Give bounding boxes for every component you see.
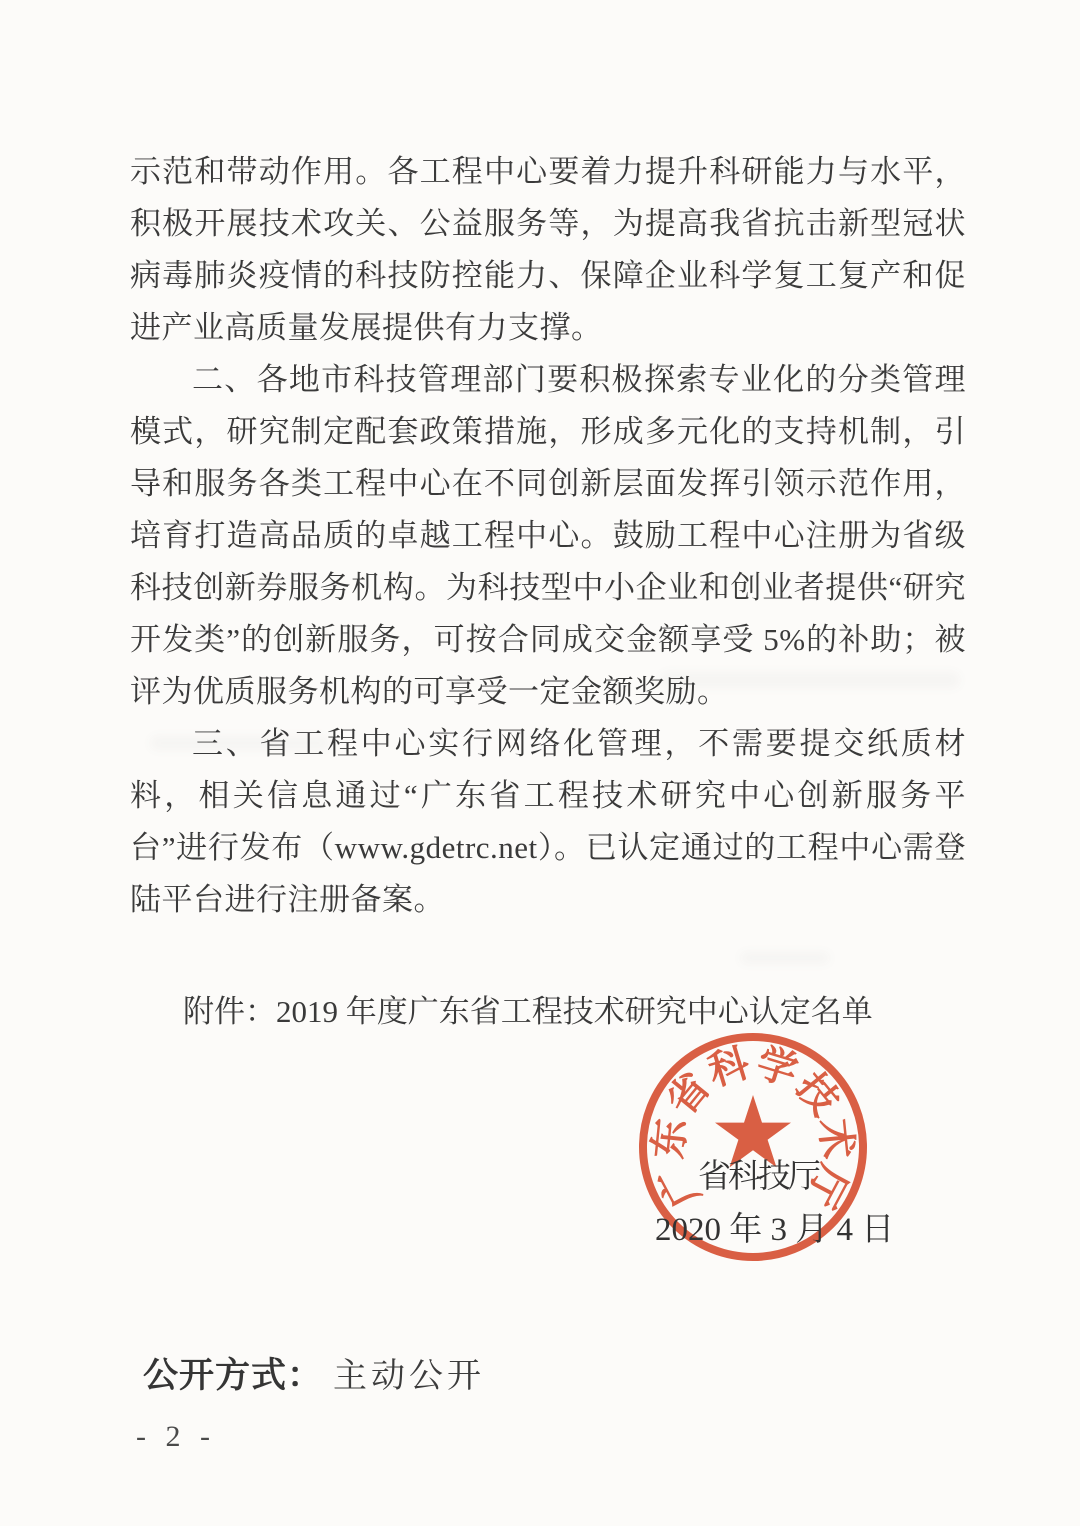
seal-char: 厅	[797, 1157, 856, 1215]
official-seal	[603, 997, 903, 1297]
signer-name: 省科技厅	[698, 1159, 818, 1195]
page-number: - 2 -	[136, 1420, 216, 1453]
disclosure-line	[143, 1348, 485, 1398]
disclosure-value: 主动公开	[333, 1358, 486, 1395]
paragraph-continuation: 示范和带动作用。各工程中心要着力提升科研能力与水平，积极开展技术攻关、公益服务等，为提高我省抗击新型冠状病毒肺炎疫情的科技防控能力、保障企业科学复工复产和促进产业高质量发展提供有力支撑。	[130, 154, 966, 345]
seal-char: 广	[650, 1157, 709, 1215]
attachment-line: 附件：2019 年度广东省工程技术研究中心认定名单	[183, 994, 873, 1029]
seal-char: 术	[811, 1116, 861, 1161]
paragraph-item-2: 二、各地市科技管理部门要积极探索专业化的分类管理模式，研究制定配套政策措施，形成多元化的支持机制，引导和服务各类工程中心在不同创新层面发挥引领示范作用，培育打造高品质的卓越工程中心。鼓励工程中心注册为省级科技创新券服务机构。为科技型中小企业和创业者提供“研究开发类”的创新服务，可按合同成交金额享受 5%的补助；被评为优质服务机构的可享受一定金额奖励。	[130, 362, 966, 709]
seal-char: 学	[751, 1039, 803, 1095]
issue-date: 2020 年 3 月 4 日	[655, 1212, 895, 1248]
seal-char: 技	[787, 1064, 848, 1124]
seal-char: 东	[645, 1116, 695, 1161]
paragraph-item-3: 三、省工程中心实行网络化管理，不需要提交纸质材料，相关信息通过“广东省工程技术研究中心创新服务平台”进行发布（www.gdetrc.net）。已认定通过的工程中心需登陆平台进行注册备案。	[130, 726, 966, 917]
seal-char: 省	[658, 1064, 719, 1124]
scan-bleedthrough-artifact	[740, 952, 830, 964]
seal-char: 科	[703, 1039, 755, 1095]
document-body	[130, 146, 966, 926]
disclosure-label: 公开方式：	[143, 1356, 324, 1395]
